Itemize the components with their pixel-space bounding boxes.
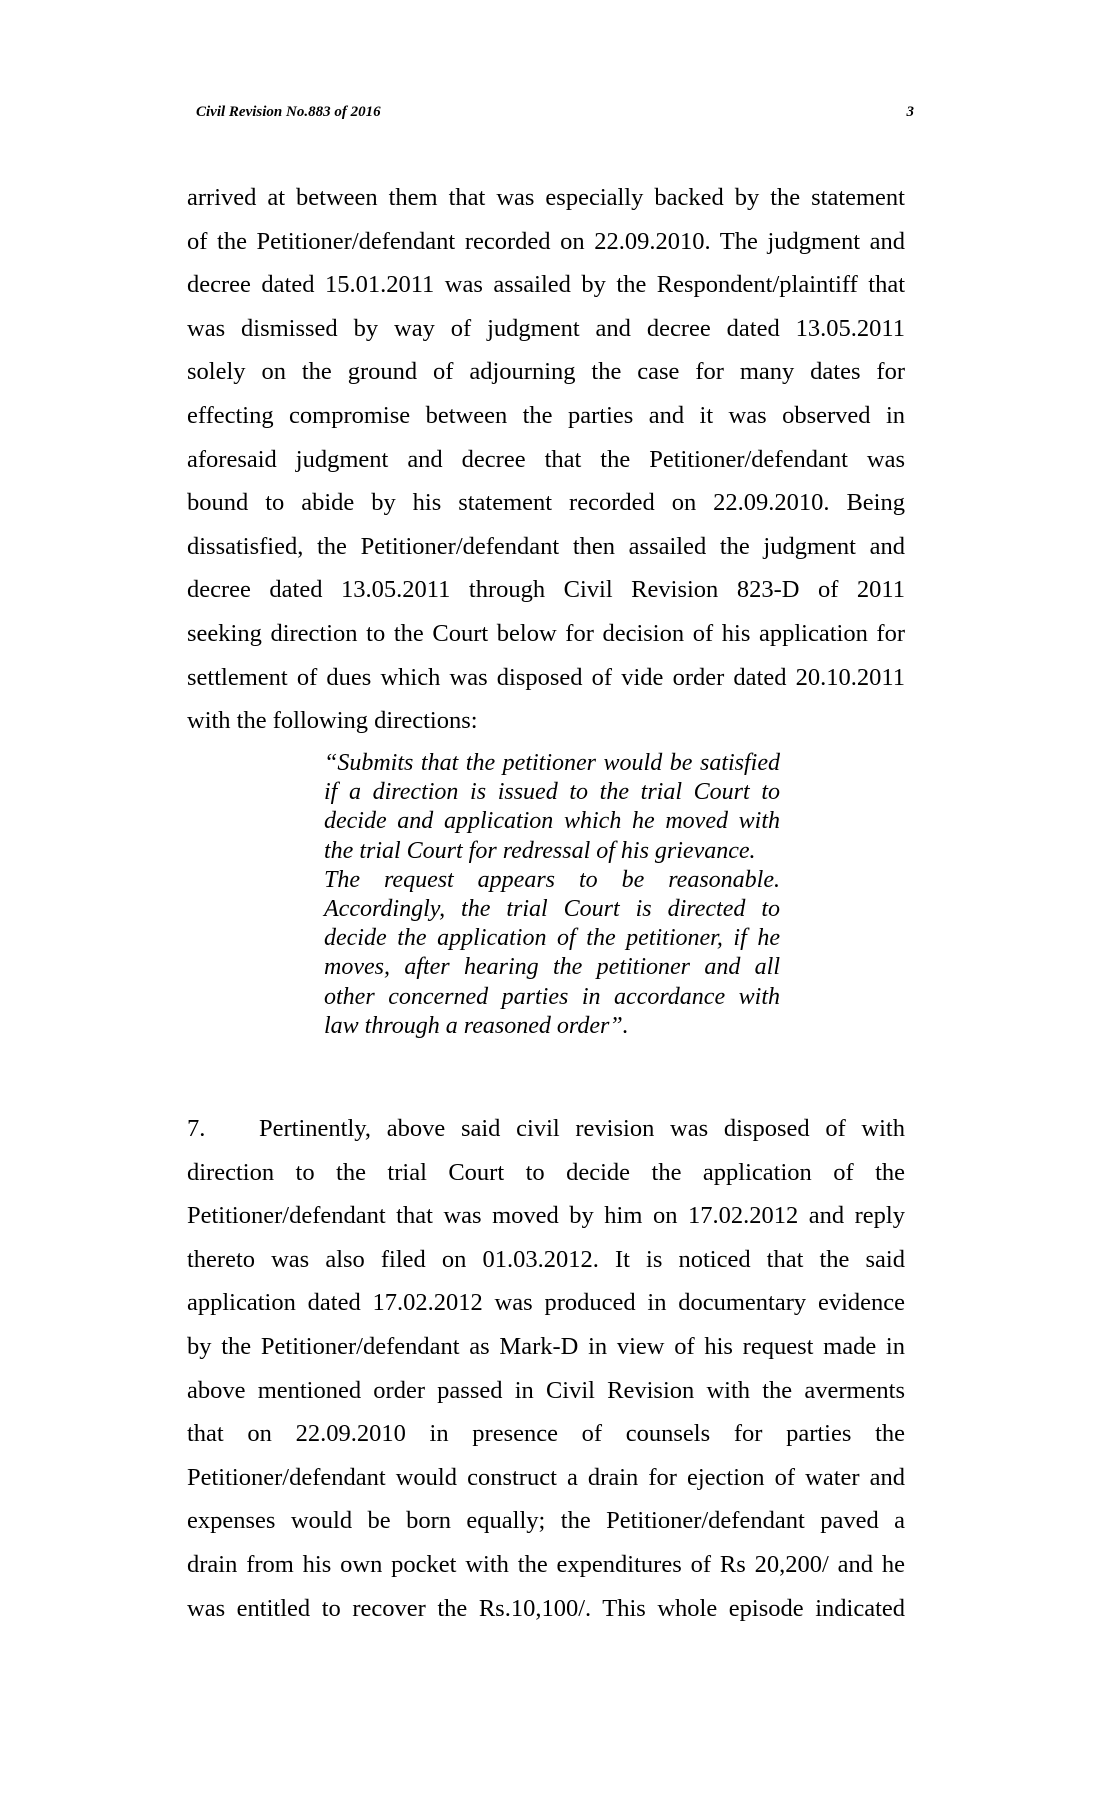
text-line: decree dated 15.01.2011 was assailed by the Respondent/plaintiff that (187, 271, 905, 299)
text-line: Pertinently, above said civil revision was disposed of with (259, 1115, 905, 1142)
paragraph-first-line (187, 1107, 905, 1151)
text-line: dissatisfied, the Petitioner/defendant then assailed the judgment and (187, 532, 905, 560)
text-line: Petitioner/defendant that was moved by him on 17.02.2012 and reply (187, 1202, 905, 1230)
block-quote (324, 749, 780, 1041)
text-line: that on 22.09.2010 in presence of counsels for parties the (187, 1420, 905, 1448)
text-line: solely on the ground of adjourning the case for many dates for (187, 358, 905, 386)
page-header (196, 104, 914, 128)
text-line: above mentioned order passed in Civil Revision with the averments (187, 1376, 905, 1404)
text-line: was entitled to recover the Rs.10,100/. This whole episode indicated (187, 1594, 905, 1622)
text-line: by the Petitioner/defendant as Mark-D in view of his request made in (187, 1332, 905, 1360)
text-line: application dated 17.02.2012 was produced in documentary evidence (187, 1289, 905, 1317)
text-line: expenses would be born equally; the Petitioner/defendant paved a (187, 1507, 905, 1535)
text-line: of the Petitioner/defendant recorded on 22.09.2010. The judgment and (187, 227, 905, 255)
text-line: aforesaid judgment and decree that the Petitioner/defendant was (187, 445, 905, 473)
text-line: with the following directions: (187, 707, 478, 735)
quote-paragraph: The request appears to be reasonable. Accordingly, the trial Court is directed to decide the application of the petitioner, if he moves, after hearing the petitioner and all other concerned parties in accordance with law through a reasoned order”. (324, 866, 780, 1039)
case-reference: Civil Revision No.883 of 2016 (196, 104, 381, 120)
text-line: bound to abide by his statement recorded on 22.09.2010. Being (187, 489, 905, 517)
text-line: thereto was also filed on 01.03.2012. It is noticed that the said (187, 1245, 905, 1273)
text-line: settlement of dues which was disposed of vide order dated 20.10.2011 (187, 663, 905, 691)
quote-paragraph: “Submits that the petitioner would be satisfied if a direction is issued to the trial Court to decide and application which he moved with the trial Court for redressal of his grievance. (324, 750, 780, 864)
text-line: direction to the trial Court to decide the application of the (187, 1158, 905, 1186)
text-line: effecting compromise between the parties and it was observed in (187, 401, 905, 429)
page-number: 3 (906, 104, 914, 120)
text-line: seeking direction to the Court below for decision of his application for (187, 619, 905, 647)
paragraph-7 (187, 1107, 905, 1630)
paragraph-6-continued (187, 176, 905, 743)
text-line: arrived at between them that was especially backed by the statement (187, 184, 905, 211)
text-line: was dismissed by way of judgment and decree dated 13.05.2011 (187, 314, 905, 342)
text-line: drain from his own pocket with the expenditures of Rs 20,200/ and he (187, 1550, 905, 1578)
text-line: decree dated 13.05.2011 through Civil Revision 823-D of 2011 (187, 576, 905, 604)
text-line: Petitioner/defendant would construct a drain for ejection of water and (187, 1463, 905, 1491)
paragraph-number: 7. (187, 1115, 206, 1142)
